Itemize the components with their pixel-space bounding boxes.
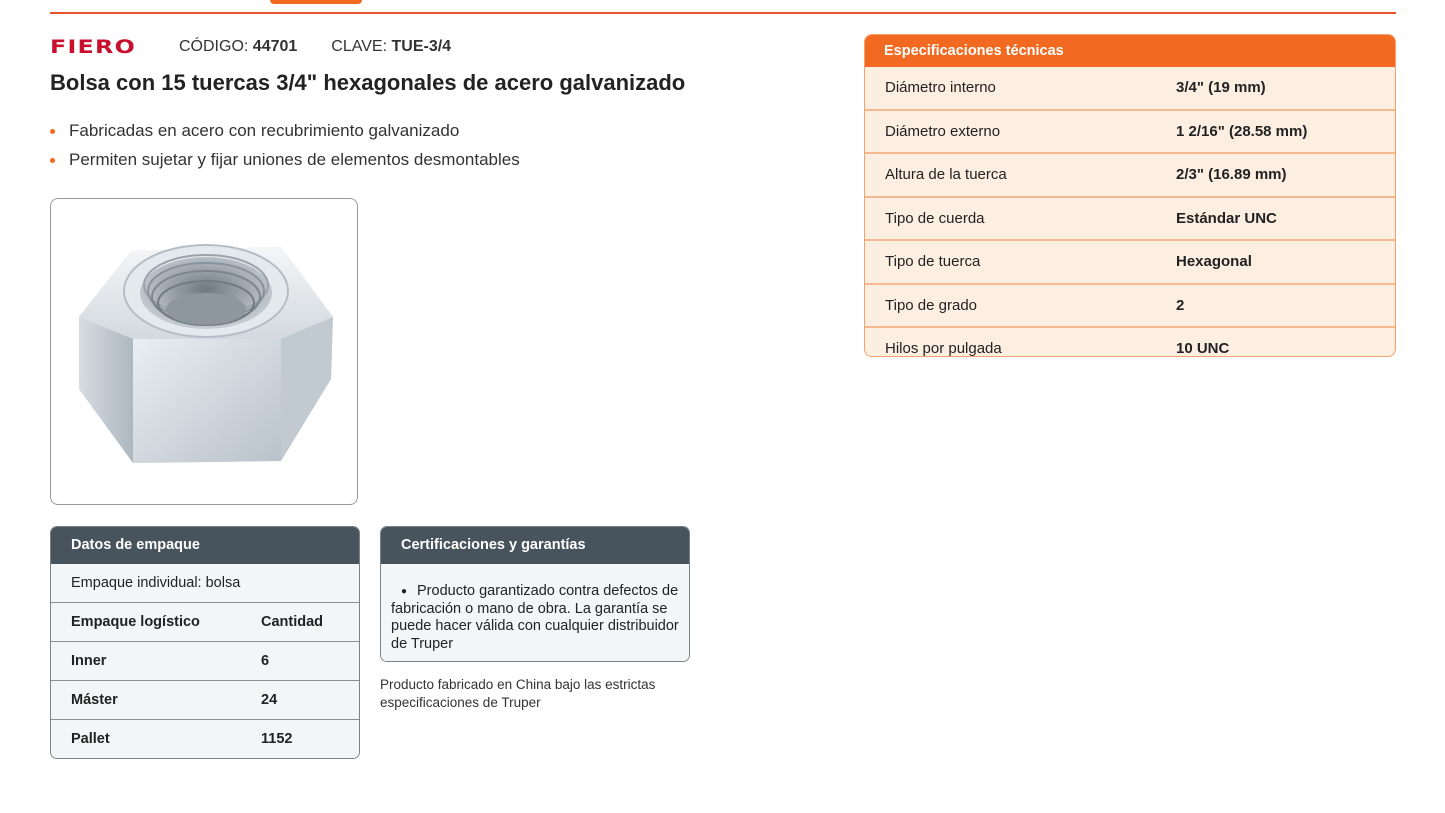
- feature-item: [50, 145, 520, 174]
- table-row: [865, 152, 1395, 196]
- table-row: [51, 680, 359, 719]
- spec-value: 1 2/16" (28.58 mm): [1176, 122, 1308, 140]
- product-title: Bolsa con 15 tuercas 3/4" hexagonales de acero galvanizado: [50, 70, 686, 95]
- table-row: [865, 239, 1395, 283]
- packaging-header-row: [51, 602, 359, 641]
- packaging-type: Máster: [71, 692, 118, 708]
- bullet-dot-icon: [50, 158, 55, 163]
- certifications-text: Producto garantizado contra defectos de fabricación o mano de obra. La garantía se puede hacer válida con cualquier distribuidor de Truper: [391, 583, 679, 652]
- packaging-panel: [50, 526, 360, 759]
- spec-value: Estándar UNC: [1176, 209, 1277, 227]
- spec-key: Tipo de tuerca: [885, 253, 981, 270]
- packaging-type: Pallet: [71, 731, 110, 747]
- packaging-individual: Empaque individual: bolsa: [71, 575, 241, 591]
- made-in-note: Producto fabricado en China bajo las estrictas especificaciones de Truper: [380, 677, 656, 710]
- table-row: [865, 109, 1395, 153]
- table-row: [865, 283, 1395, 327]
- feature-text: Fabricadas en acero con recubrimiento galvanizado: [69, 121, 460, 140]
- bullet-icon: ●: [400, 586, 408, 597]
- header-rule: [50, 12, 1396, 14]
- spec-key: Tipo de grado: [885, 296, 978, 314]
- specs-title: Especificaciones técnicas: [865, 35, 1395, 67]
- spec-key: Altura de la tuerca: [885, 166, 1007, 183]
- codigo-label: CÓDIGO:: [179, 38, 249, 55]
- bullet-dot-icon: [50, 129, 55, 134]
- certifications-body: [381, 564, 689, 662]
- header-tag: [270, 0, 362, 4]
- certifications-panel: [380, 526, 690, 662]
- feature-list: [50, 116, 520, 174]
- spec-value: 3/4" (19 mm): [1176, 79, 1266, 96]
- table-row: [865, 326, 1395, 357]
- packaging-title: Datos de empaque: [51, 527, 359, 564]
- clave-value: TUE-3/4: [391, 38, 452, 55]
- table-row: [51, 641, 359, 680]
- feature-text: Permiten sujetar y fijar uniones de elementos desmontables: [69, 150, 520, 169]
- specs-panel: [864, 34, 1396, 357]
- packaging-header-quantity: Cantidad: [261, 614, 324, 630]
- table-row: [865, 67, 1395, 109]
- table-row: [51, 719, 359, 758]
- spec-value: 2/3" (16.89 mm): [1176, 166, 1287, 183]
- spec-key: Diámetro externo: [885, 122, 1001, 140]
- spec-key: Diámetro interno: [885, 79, 996, 96]
- table-row: [865, 196, 1395, 240]
- clave-label: CLAVE:: [331, 38, 388, 55]
- packaging-header-logistic: Empaque logístico: [71, 614, 200, 630]
- hex-nut-photo: [51, 199, 357, 504]
- packaging-individual-row: [51, 564, 359, 602]
- feature-item: [50, 116, 520, 145]
- brand-row: [50, 36, 451, 58]
- spec-key: Tipo de cuerda: [885, 209, 985, 227]
- certifications-title: Certificaciones y garantías: [381, 527, 689, 564]
- packaging-quantity: 1152: [261, 731, 293, 747]
- packaging-type: Inner: [71, 653, 107, 669]
- codigo: [179, 38, 297, 56]
- packaging-quantity: 24: [261, 692, 278, 708]
- packaging-quantity: 6: [261, 653, 270, 669]
- fiero-logo: FIERO: [50, 36, 137, 58]
- product-image: [50, 198, 358, 505]
- codigo-value: 44701: [252, 38, 298, 55]
- top-header-strip: [50, 0, 1396, 16]
- spec-value: 10 UNC: [1176, 340, 1230, 357]
- spec-key: Hilos por pulgada: [885, 340, 1002, 357]
- spec-value: Hexagonal: [1176, 253, 1252, 270]
- spec-value: 2: [1176, 296, 1185, 314]
- clave: [331, 38, 451, 56]
